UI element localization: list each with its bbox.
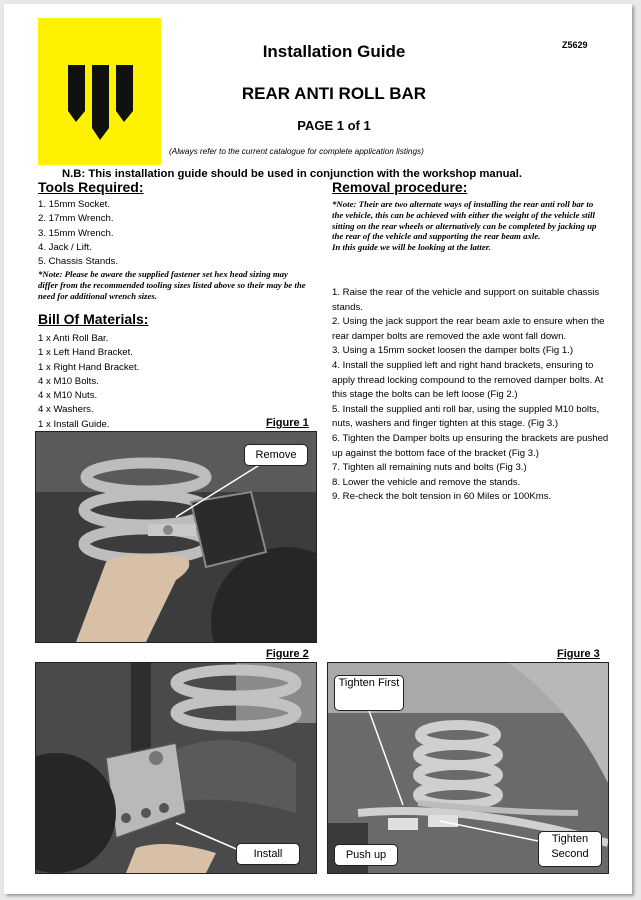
page-indicator: PAGE 1 of 1: [297, 118, 371, 133]
remove-callout: Remove: [244, 444, 308, 466]
procedure-steps: [332, 286, 614, 505]
bom-heading: Bill Of Materials:: [38, 311, 149, 327]
list-item: 4 x Washers.: [38, 404, 94, 416]
catalogue-note: (Always refer to the current catalogue for complete application listings): [169, 147, 424, 156]
guide-title: Installation Guide: [262, 42, 406, 61]
list-item: 1 x Install Guide.: [38, 418, 110, 430]
list-item: 1 x Left Hand Bracket.: [38, 347, 133, 359]
removal-heading: Removal procedure:: [332, 179, 468, 195]
tighten-second-callout: Tighten Second: [538, 831, 602, 867]
document-page: [4, 4, 632, 894]
list-item: 1 x Anti Roll Bar.: [38, 333, 109, 344]
procedure-step: 4. Install the supplied left and right hand brackets, ensuring to apply thread locking compound to the removed damper bolts. At this stage the bolts can be left loose (Fig 2.): [332, 359, 604, 401]
list-item: 3. 15mm Wrench.: [38, 227, 114, 239]
push-up-callout: Push up: [334, 844, 398, 866]
list-item: 4 x M10 Nuts.: [38, 390, 98, 402]
list-item: 2. 17mm Wrench.: [38, 213, 114, 225]
install-callout: Install: [236, 843, 300, 865]
list-item: 1 x Right Hand Bracket.: [38, 361, 140, 373]
workshop-manual-note: N.B: This installation guide should be used in conjunction with the workshop manual.: [62, 168, 523, 180]
tooling-note: *Note: Please be aware the supplied fastener set hex head sizing may differ from the recommended tooling sizes listed above so their may be the need for additional wrench sizes.: [38, 269, 306, 301]
list-item: 5. Chassis Stands.: [38, 256, 118, 268]
product-name: REAR ANTI ROLL BAR: [241, 84, 427, 103]
procedure-step: 3. Using a 15mm socket loosen the damper bolts (Fig 1.): [332, 345, 574, 357]
list-item: 4. Jack / Lift.: [38, 241, 92, 253]
procedure-step: 8. Lower the vehicle and remove the stands.: [332, 476, 521, 488]
tools-list: [38, 198, 118, 269]
procedure-step: 1. Raise the rear of the vehicle and support on suitable chassis stands.: [332, 287, 600, 313]
tools-heading: Tools Required:: [38, 179, 144, 195]
procedure-step: 9. Re-check the bolt tension in 60 Miles or 100Kms.: [332, 491, 552, 503]
removal-note: [332, 199, 600, 253]
figure-1-photo: [35, 431, 317, 643]
product-code: Z5629: [562, 40, 588, 50]
figure-2-label: Figure 2: [266, 648, 309, 660]
figure-1-label: Figure 1: [266, 417, 309, 429]
list-item: 4 x M10 Bolts.: [38, 375, 99, 387]
brand-logo: [38, 18, 161, 165]
list-item: 1. 15mm Socket.: [38, 199, 110, 210]
procedure-step: 5. Install the supplied anti roll bar, using the suppled M10 bolts, nuts, washers and finger tighten at this stage. (Fig 3.): [332, 403, 600, 430]
procedure-step: 2. Using the jack support the rear beam axle to ensure when the rear damper bolts are removed the axle wont fall down.: [332, 316, 605, 342]
procedure-step: 6. Tighten the Damper bolts up ensuring the brackets are pushed up against the bottom face of the bracket (Fig 3.): [332, 432, 609, 459]
tighten-first-callout: Tighten First: [334, 675, 404, 711]
procedure-step: 7. Tighten all remaining nuts and bolts (Fig 3.): [332, 462, 527, 474]
bom-list: [38, 332, 139, 432]
guide-scope-note: In this guide we will be looking at the latter.: [332, 242, 491, 253]
figure-2-illustration: [36, 663, 316, 873]
alternate-method-note: *Note: Their are two alternate ways of installing the rear anti roll bar to the vehicle, this can be achieved with either the weight of the vehicle still sitting on the rear wheels or alternatively can be completed by jacking up the rear of the vehicle and supporting the rear beam axle.: [332, 199, 597, 242]
figure-3-label: Figure 3: [557, 648, 600, 660]
figure-2-photo: [35, 662, 317, 874]
figure-3-photo: [327, 662, 609, 874]
